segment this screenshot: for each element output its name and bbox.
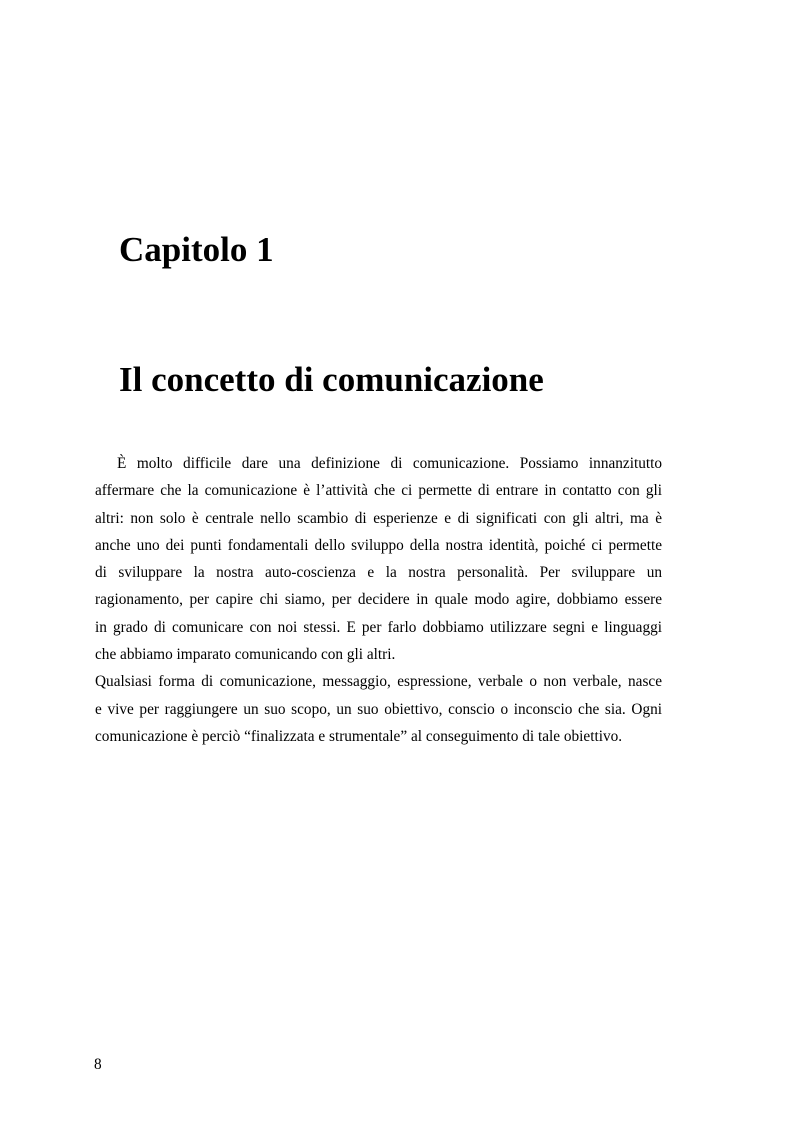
body-line: anche uno dei punti fondamentali dello sviluppo della nostra identità, poiché ci permette — [95, 536, 662, 554]
body-line: comunicazione è perciò “finalizzata e strumentale” al conseguimento di tale obiettivo. — [95, 727, 623, 745]
body-line: Qualsiasi forma di comunicazione, messaggio, espressione, verbale o non verbale, nasce — [95, 673, 662, 691]
chapter-label: Capitolo 1 — [119, 230, 274, 269]
body-line: e vive per raggiungere un suo scopo, un suo obiettivo, conscio o inconscio che sia. Ogni — [95, 700, 662, 718]
body-line: in grado di comunicare con noi stessi. E per farlo dobbiamo utilizzare segni e linguaggi — [95, 618, 662, 636]
body-line: affermare che la comunicazione è l’attività che ci permette di entrare in contatto con gli — [95, 482, 662, 500]
body-line: di sviluppare la nostra auto-coscienza e la nostra personalità. Per sviluppare un — [95, 564, 662, 582]
body-line: È molto difficile dare una definizione di comunicazione. Possiamo innanzitutto — [117, 455, 662, 472]
body-paragraphs — [95, 450, 662, 750]
page-number: 8 — [94, 1056, 102, 1073]
body-line: che abbiamo imparato comunicando con gli altri. — [95, 646, 396, 664]
body-line: ragionamento, per capire chi siamo, per decidere in quale modo agire, dobbiamo essere — [95, 591, 662, 609]
chapter-title: Il concetto di comunicazione — [119, 360, 544, 399]
body-line: altri: non solo è centrale nello scambio di esperienze e di significati con gli altri, ma è — [95, 509, 662, 527]
